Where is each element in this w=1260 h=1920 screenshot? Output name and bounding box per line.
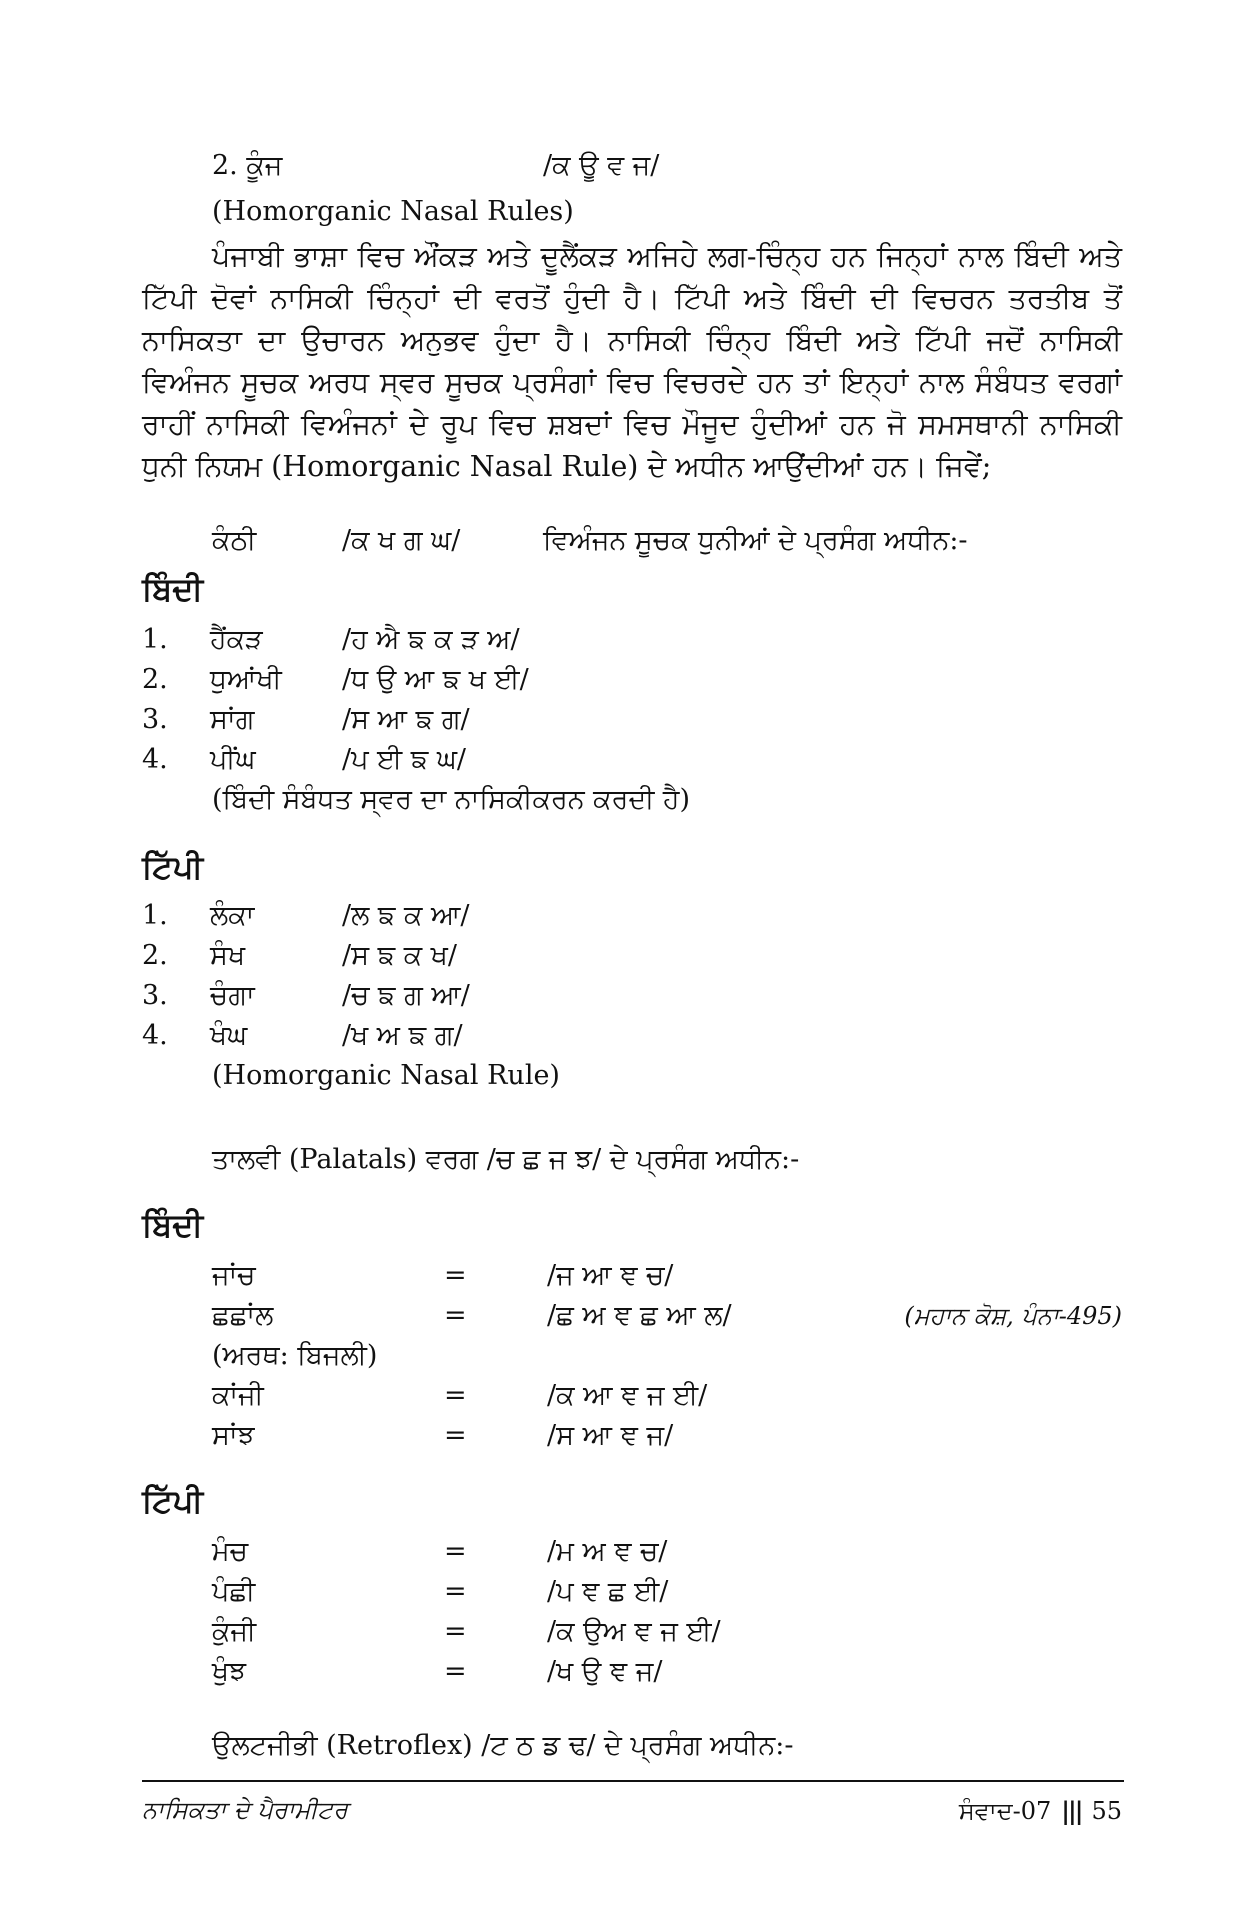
section-heading-bindi-2: ਬਿੰਦੀ: [142, 1206, 204, 1244]
source-citation: (ਮਹਾਨ ਕੋਸ਼, ਪੰਨਾ-495): [904, 1302, 1122, 1330]
table-row: [212, 1532, 1122, 1572]
item-number: 4.: [142, 744, 168, 775]
item-word: ਚੰਗਾ: [210, 980, 255, 1011]
item-number: 2.: [142, 940, 168, 971]
item-ipa: /ਸ ਆ ਙ ਗ/: [342, 704, 470, 735]
table-row: [212, 1296, 1122, 1336]
table-row: [212, 1612, 1122, 1652]
item-word: ਹੈਂਕੜ: [210, 624, 263, 655]
row-word: ਖੁੰਝ: [212, 1656, 247, 1687]
row-ipa: /ਜ ਆ ਞ ਚ/: [547, 1260, 674, 1291]
item-ipa: /ਲ ਙ ਕ ਆ/: [342, 900, 470, 931]
item-ipa: /ਧ ਉ ਆ ਙ ਖ ਈ/: [342, 664, 529, 695]
row-ipa: /ਕ ਉਅ ਞ ਜ ਈ/: [547, 1616, 721, 1647]
table-row: [212, 1376, 1122, 1416]
paren-rules: (Homorganic Nasal Rules): [212, 196, 574, 227]
footer-page-info: [959, 1796, 1122, 1825]
item-word: ਲੰਕਾ: [210, 900, 255, 931]
section-heading-bindi: ਬਿੰਦੀ: [142, 570, 204, 608]
row-equals: =: [444, 1300, 467, 1331]
item-word: ਖੰਘ: [210, 1020, 248, 1051]
table-row: [212, 1652, 1122, 1692]
paragraph-line: ਰਾਹੀਂ ਨਾਸਿਕੀ ਵਿਅੰਜਨਾਂ ਦੇ ਰੂਪ ਵਿਚ ਸ਼ਬਦਾਂ ਵਿਚ ਮੌਜੂਦ ਹੁੰਦੀਆਂ ਹਨ ਜੋ ਸਮਸਥਾਨੀ ਨਾਸਿਕੀ: [142, 408, 1122, 441]
row-equals: =: [444, 1576, 467, 1607]
table-row: [212, 1572, 1122, 1612]
row-equals: =: [444, 1616, 467, 1647]
row-word: ਪੰਛੀ: [212, 1576, 256, 1607]
ultjibhi-line: ਉਲਟਜੀਭੀ (Retroflex) /ਟ ਠ ਡ ਢ/ ਦੇ ਪ੍ਰਸੰਗ ਅਧੀਨ:-: [212, 1730, 794, 1761]
running-footer-title: ਨਾਸਿਕਤਾ ਦੇ ਪੈਰਾਮੀਟਰ: [142, 1796, 348, 1824]
item-word: ਸਾਂਗ: [210, 704, 255, 735]
talvi-line: ਤਾਲਵੀ (Palatals) ਵਰਗ /ਚ ਛ ਜ ਝ/ ਦੇ ਪ੍ਰਸੰਗ ਅਧੀਨ:-: [212, 1144, 800, 1175]
row-equals: =: [444, 1260, 467, 1291]
item-word: ਪੀਂਘ: [210, 744, 256, 775]
row-ipa: /ਖ ਉ ਞ ਜ/: [547, 1656, 663, 1687]
row-ipa: /ਸ ਆ ਞ ਜ/: [547, 1420, 674, 1451]
row-word: ਜਾਂਚ: [212, 1260, 256, 1291]
section-heading-tippi-2: ਟਿੱਪੀ: [142, 1482, 204, 1520]
item-word: ਧੁਆਂਖੀ: [210, 664, 282, 695]
row-word: ਕੁੰਜੀ: [212, 1616, 257, 1647]
row-word: ਛਛਾਂਲ: [212, 1300, 274, 1331]
separator-bars: |||: [1061, 1796, 1082, 1825]
item-number: 3.: [142, 980, 168, 1011]
row-equals: =: [444, 1380, 467, 1411]
item-ipa: /ਹ ਐ ਙ ਕ ੜ ਅ/: [342, 624, 520, 655]
item-number: 1.: [142, 900, 168, 931]
row-word: ਮੰਚ: [212, 1536, 248, 1567]
row-word: ਸਾਂਝ: [212, 1420, 255, 1451]
item-ipa: /ਸ ਙ ਕ ਖ/: [342, 940, 457, 971]
row-ipa: /ਕ ਆ ਞ ਜ ਈ/: [547, 1380, 708, 1411]
tippi-note: (Homorganic Nasal Rule): [212, 1060, 560, 1091]
table-row: [212, 1336, 1122, 1376]
item-number: 4.: [142, 1020, 168, 1051]
kanthi-ipa: /ਕ ਖ ਗ ਘ/: [342, 525, 461, 556]
item-number: 1.: [142, 624, 168, 655]
paragraph-line: ਧੁਨੀ ਨਿਯਮ (Homorganic Nasal Rule) ਦੇ ਅਧੀਨ ਆਉਂਦੀਆਂ ਹਨ। ਜਿਵੇਂ;: [142, 450, 992, 483]
section-heading-tippi: ਟਿੱਪੀ: [142, 848, 204, 886]
row-equals: =: [444, 1536, 467, 1567]
kanthi-desc: ਵਿਅੰਜਨ ਸੂਚਕ ਧੁਨੀਆਂ ਦੇ ਪ੍ਰਸੰਗ ਅਧੀਨ:-: [543, 525, 968, 556]
page-number: 55: [1091, 1797, 1122, 1825]
row-equals: =: [444, 1420, 467, 1451]
top-item-ipa: /ਕ ਊ ਵ ਜ/: [543, 150, 660, 181]
footer-divider: [142, 1780, 1124, 1782]
row-ipa: /ਮ ਅ ਞ ਚ/: [547, 1536, 668, 1567]
kanthi-label: ਕੰਠੀ: [212, 525, 257, 556]
journal-name: ਸੰਵਾਦ-07: [958, 1797, 1052, 1825]
paragraph-line: ਨਾਸਿਕਤਾ ਦਾ ਉਚਾਰਨ ਅਨੁਭਵ ਹੁੰਦਾ ਹੈ। ਨਾਸਿਕੀ ਚਿੰਨ੍ਹ ਬਿੰਦੀ ਅਤੇ ਟਿੱਪੀ ਜਦੋਂ ਨਾਸਿਕੀ: [142, 324, 1122, 357]
item-ipa: /ਖ ਅ ਙ ਗ/: [342, 1020, 463, 1051]
paragraph-line: ਪੰਜਾਬੀ ਭਾਸ਼ਾ ਵਿਚ ਔਂਕੜ ਅਤੇ ਦੂਲੈਂਕੜ ਅਜਿਹੇ ਲਗ-ਚਿੰਨ੍ਹ ਹਨ ਜਿਨ੍ਹਾਂ ਨਾਲ ਬਿੰਦੀ ਅਤੇ: [212, 240, 1122, 273]
bindi-note: (ਬਿੰਦੀ ਸੰਬੰਧਤ ਸ੍ਵਰ ਦਾ ਨਾਸਿਕੀਕਰਨ ਕਰਦੀ ਹੈ): [212, 784, 691, 815]
paragraph-line: ਟਿੱਪੀ ਦੋਵਾਂ ਨਾਸਿਕੀ ਚਿੰਨ੍ਹਾਂ ਦੀ ਵਰਤੋਂ ਹੁੰਦੀ ਹੈ। ਟਿੱਪੀ ਅਤੇ ਬਿੰਦੀ ਦੀ ਵਿਚਰਨ ਤਰਤੀਬ ਤੋਂ: [142, 282, 1122, 315]
top-item: 2. ਕੂੰਜ: [212, 150, 283, 181]
item-number: 3.: [142, 704, 168, 735]
item-ipa: /ਚ ਙ ਗ ਆ/: [342, 980, 470, 1011]
row-ipa: /ਛ ਅ ਞ ਛ ਆ ਲ/: [547, 1300, 732, 1331]
item-word: ਸੰਖ: [210, 940, 246, 971]
row-equals: =: [444, 1656, 467, 1687]
table-row: [212, 1256, 1122, 1296]
row-word: (ਅਰਥ: ਬਿਜਲੀ): [212, 1340, 378, 1371]
item-number: 2.: [142, 664, 168, 695]
table-row: [212, 1416, 1122, 1456]
body-paragraph: [142, 236, 1122, 488]
item-ipa: /ਪ ਈ ਙ ਘ/: [342, 744, 467, 775]
paragraph-line: ਵਿਅੰਜਨ ਸੂਚਕ ਅਰਧ ਸ੍ਵਰ ਸੂਚਕ ਪ੍ਰਸੰਗਾਂ ਵਿਚ ਵਿਚਰਦੇ ਹਨ ਤਾਂ ਇਨ੍ਹਾਂ ਨਾਲ ਸੰਬੰਧਤ ਵਰਗਾਂ: [142, 366, 1122, 399]
row-word: ਕਾਂਜੀ: [212, 1380, 264, 1411]
row-ipa: /ਪ ਞ ਛ ਈ/: [547, 1576, 669, 1607]
